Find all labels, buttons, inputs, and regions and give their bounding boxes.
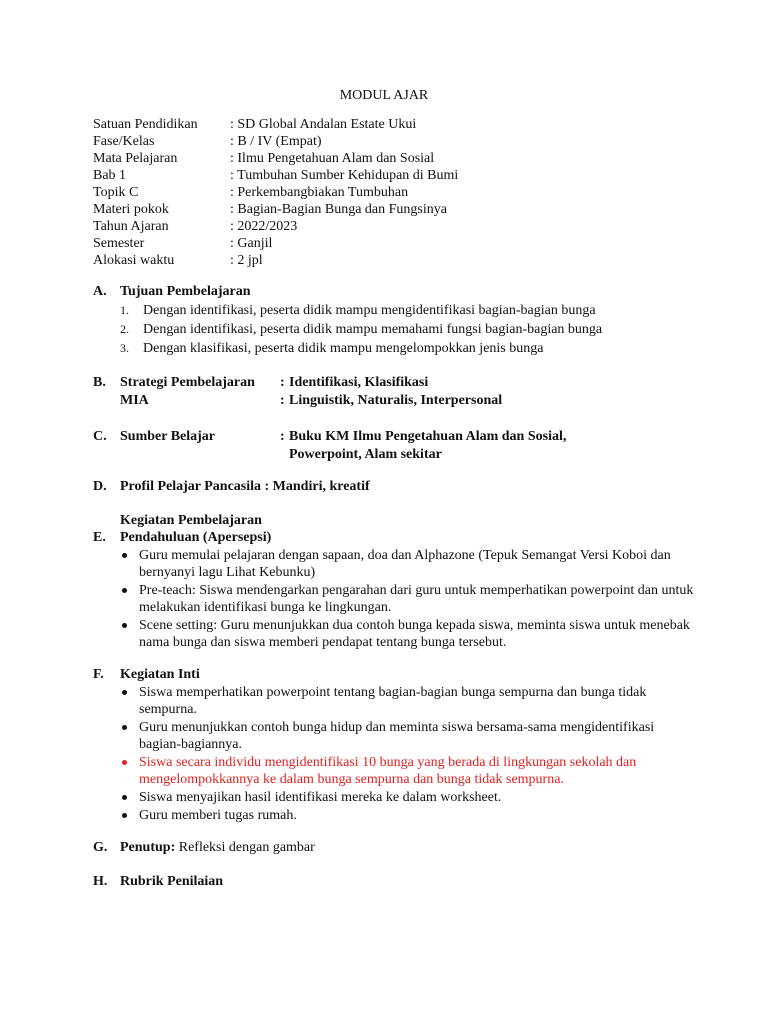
section-heading: Kegiatan Inti bbox=[120, 667, 200, 682]
item-text: Guru memulai pelajaran dengan sapaan, doa dan Alphazone (Tepuk Semangat Versi Koboi dan bernyanyi lagu Lihat Kebunku) bbox=[139, 548, 671, 580]
identity-value: : SD Global Andalan Estate Ukui bbox=[230, 117, 417, 132]
resource-value: Powerpoint, Alam sekitar bbox=[289, 447, 442, 462]
item-text: Guru menunjukkan contoh bunga hidup dan meminta siswa bersama-sama mengidentifikasi bagian-bagiannya. bbox=[139, 720, 655, 752]
resource-key: Sumber Belajar bbox=[120, 429, 216, 444]
resource-row bbox=[120, 428, 708, 446]
resource-value: Buku KM Ilmu Pengetahuan Alam dan Sosial, bbox=[289, 429, 567, 444]
identity-row bbox=[93, 218, 458, 235]
strategy-colon: : bbox=[280, 393, 285, 408]
section-letter: E. bbox=[93, 530, 106, 545]
bullet-icon bbox=[122, 813, 127, 818]
identity-value: : Perkembangbiakan Tumbuhan bbox=[230, 185, 409, 200]
identity-label: Fase/Kelas bbox=[93, 134, 155, 149]
identity-row bbox=[93, 184, 458, 201]
section-tujuan bbox=[93, 283, 708, 359]
identity-label: Materi pokok bbox=[93, 202, 169, 217]
identity-label: Satuan Pendidikan bbox=[93, 117, 198, 132]
identity-table bbox=[93, 116, 458, 269]
section-heading: Rubrik Penilaian bbox=[120, 874, 224, 889]
identity-row bbox=[93, 133, 458, 150]
section-rubrik bbox=[93, 873, 708, 890]
item-text: Siswa secara individu mengidentifikasi 10 bunga yang berada di lingkungan sekolah dan mengelompokkannya ke dalam bunga sempurna dan bunga tidak sempurna. bbox=[139, 755, 637, 787]
list-item bbox=[93, 719, 699, 753]
penutup-label: Penutup: bbox=[120, 840, 176, 855]
identity-value: : 2022/2023 bbox=[230, 219, 298, 234]
bullet-icon bbox=[122, 553, 127, 558]
bullet-icon bbox=[122, 690, 127, 695]
item-text: Scene setting: Guru menunjukkan dua contoh bunga kepada siswa, meminta siswa untuk menebak nama bunga dan siswa memberi pendapat tentang bunga tersebut. bbox=[139, 618, 690, 650]
identity-row bbox=[93, 167, 458, 184]
section-letter: F. bbox=[93, 667, 104, 682]
identity-row bbox=[93, 150, 458, 167]
identity-value: : Bagian-Bagian Bunga dan Fungsinya bbox=[230, 202, 447, 217]
strategy-value: Identifikasi, Klasifikasi bbox=[289, 375, 429, 390]
identity-row bbox=[93, 116, 458, 133]
section-kegiatan-inti bbox=[93, 666, 708, 825]
section-letter: H. bbox=[93, 874, 108, 889]
resource-colon bbox=[280, 446, 289, 464]
item-number: 1. bbox=[120, 303, 129, 317]
item-text: Dengan identifikasi, peserta didik mampu memahami fungsi bagian-bagian bunga bbox=[143, 322, 603, 337]
strategy-value: Linguistik, Naturalis, Interpersonal bbox=[289, 393, 503, 408]
activity-list bbox=[93, 547, 708, 651]
section-letter: A. bbox=[93, 284, 107, 299]
bullet-icon bbox=[122, 725, 127, 730]
section-letter: C. bbox=[93, 429, 107, 444]
section-heading bbox=[120, 839, 708, 856]
identity-label: Semester bbox=[93, 236, 145, 251]
item-text: Siswa memperhatikan powerpoint tentang bagian-bagian bunga sempurna dan bunga tidak sempurna. bbox=[139, 685, 647, 717]
bullet-icon bbox=[122, 588, 127, 593]
item-number: 3. bbox=[120, 341, 129, 355]
identity-value: : Ganjil bbox=[230, 236, 273, 251]
section-letter: G. bbox=[93, 840, 108, 855]
list-item bbox=[93, 302, 708, 321]
section-penutup bbox=[93, 839, 708, 856]
identity-row bbox=[93, 252, 458, 269]
objective-list bbox=[93, 302, 708, 359]
list-item-highlighted bbox=[93, 754, 699, 788]
identity-value: : Ilmu Pengetahuan Alam dan Sosial bbox=[230, 151, 435, 166]
item-text: Guru memberi tugas rumah. bbox=[139, 808, 297, 823]
section-heading: Profil Pelajar Pancasila : Mandiri, kreatif bbox=[120, 479, 370, 494]
list-item bbox=[93, 684, 699, 718]
strategy-row bbox=[120, 392, 708, 410]
strategy-colon: : bbox=[280, 375, 285, 390]
list-item bbox=[93, 321, 708, 340]
identity-value: : Tumbuhan Sumber Kehidupan di Bumi bbox=[230, 168, 459, 183]
strategy-key: MIA bbox=[120, 393, 149, 408]
section-heading: Tujuan Pembelajaran bbox=[120, 284, 251, 299]
document-title: MODUL AJAR bbox=[339, 88, 429, 103]
section-profil-pelajar bbox=[93, 478, 708, 495]
identity-value: : 2 jpl bbox=[230, 253, 263, 268]
list-item bbox=[93, 789, 699, 806]
resource-colon: : bbox=[280, 429, 285, 444]
identity-label: Tahun Ajaran bbox=[93, 219, 169, 234]
penutup-text: Refleksi dengan gambar bbox=[178, 840, 315, 855]
identity-label: Topik C bbox=[93, 185, 139, 200]
item-text: Pre-teach: Siswa mendengarkan pengarahan dari guru untuk memperhatikan powerpoint dan untuk melakukan identifikasi bunga ke lingkungan. bbox=[139, 583, 694, 615]
identity-label: Bab 1 bbox=[93, 168, 127, 183]
strategy-row bbox=[120, 374, 708, 392]
strategy-key: Strategi Pembelajaran bbox=[120, 375, 255, 390]
identity-label: Alokasi waktu bbox=[93, 253, 175, 268]
bullet-icon bbox=[122, 795, 127, 800]
kegiatan-block bbox=[93, 512, 708, 529]
section-strategi bbox=[93, 374, 708, 410]
identity-row bbox=[93, 201, 458, 218]
identity-value: : B / IV (Empat) bbox=[230, 134, 322, 149]
list-item bbox=[93, 582, 699, 616]
list-item bbox=[93, 807, 699, 824]
item-text: Dengan klasifikasi, peserta didik mampu mengelompokkan jenis bunga bbox=[143, 341, 544, 356]
list-item bbox=[93, 340, 708, 359]
kegiatan-heading: Kegiatan Pembelajaran bbox=[120, 513, 262, 528]
section-letter: D. bbox=[93, 479, 107, 494]
strategy-table bbox=[120, 374, 708, 410]
resource-table bbox=[120, 428, 708, 464]
item-text: Siswa menyajikan hasil identifikasi mereka ke dalam worksheet. bbox=[139, 790, 502, 805]
item-text: Dengan identifikasi, peserta didik mampu mengidentifikasi bagian-bagian bunga bbox=[143, 303, 596, 318]
identity-row bbox=[93, 235, 458, 252]
list-item bbox=[93, 617, 699, 651]
bullet-icon bbox=[122, 760, 127, 765]
resource-row bbox=[120, 446, 708, 464]
item-number: 2. bbox=[120, 322, 129, 336]
bullet-icon bbox=[122, 623, 127, 628]
identity-label: Mata Pelajaran bbox=[93, 151, 178, 166]
resource-key bbox=[120, 446, 280, 464]
section-heading: Pendahuluan (Apersepsi) bbox=[120, 530, 272, 545]
section-letter: B. bbox=[93, 375, 106, 390]
activity-list bbox=[93, 684, 708, 824]
section-pendahuluan bbox=[93, 529, 708, 652]
section-sumber-belajar bbox=[93, 428, 708, 464]
list-item bbox=[93, 547, 699, 581]
